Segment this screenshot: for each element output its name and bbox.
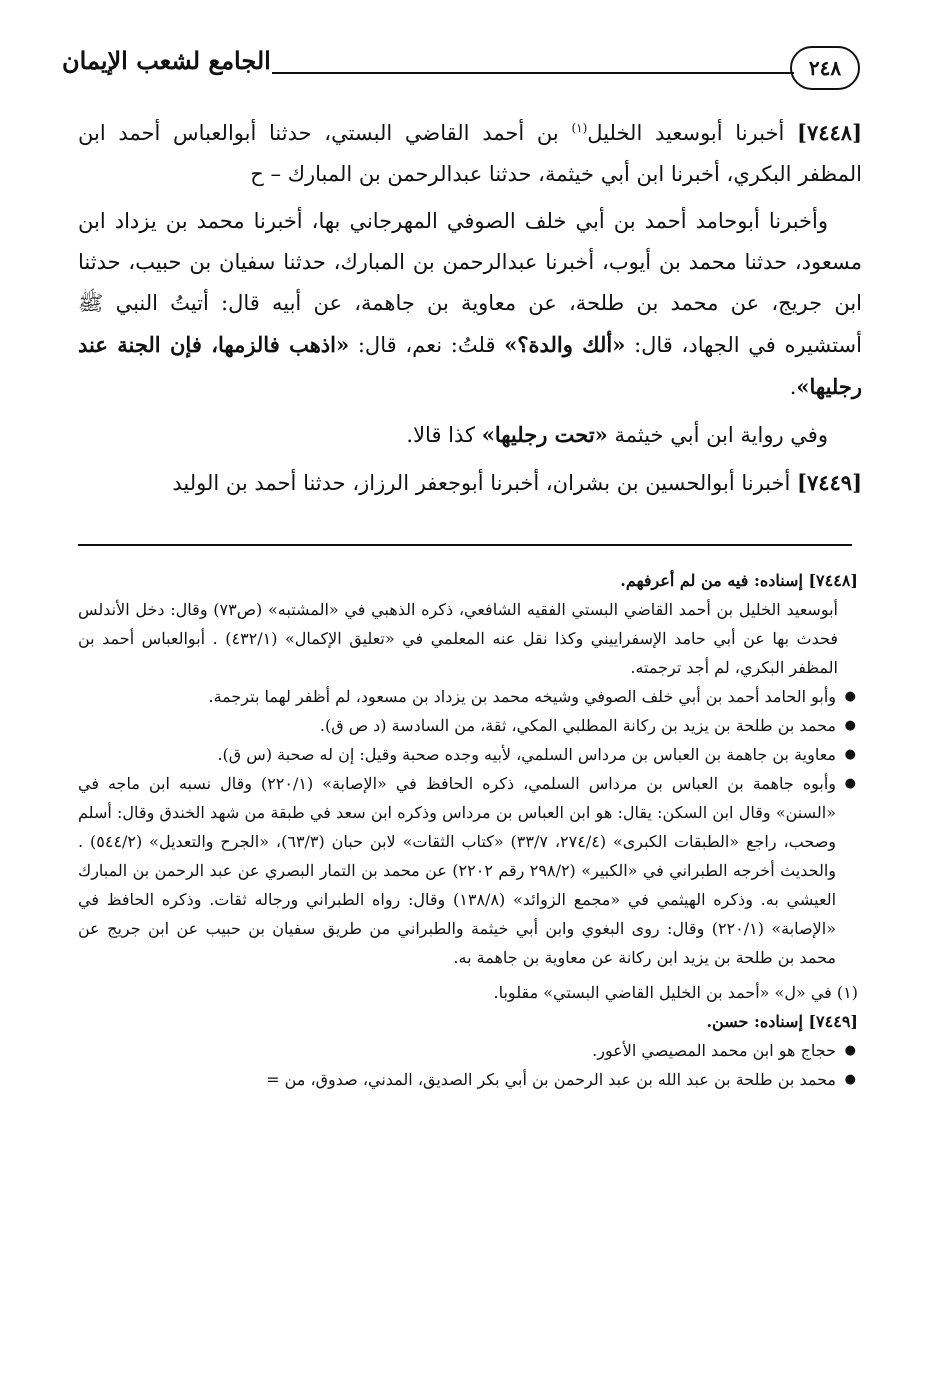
page-number-badge: ٢٤٨ [790, 46, 860, 90]
footnote-marker[interactable]: (١) [571, 121, 588, 135]
riwaya-text: كذا قالا. [406, 423, 476, 447]
list-item: ● معاوية بن جاهمة بن العباس بن مرداس السلمي، لأبيه وجده صحبة وقيل: إن له صحبة (س ق). [78, 740, 836, 769]
footnote-7449-heading: [٧٤٤٩] إسناده: حسن. [706, 1012, 858, 1031]
header-rule [272, 72, 794, 74]
running-header-title: الجامع لشعب الإيمان [62, 46, 271, 75]
footnote-1: (١) في «ل» «أحمد بن الخليل القاضي البستي» مقلوبا. [493, 983, 858, 1002]
hadith-number: [٧٤٤٨] [797, 120, 863, 145]
footnote-separator [78, 544, 852, 546]
hadith-text: بن أحمد القاضي البستي، حدثنا أبوالعباس أحمد ابن المظفر البكري، أخبرنا ابن أبي خيثمة، حدثنا عبدالرحمن بن المبارك – ح [78, 121, 862, 186]
footnote-7448-heading: [٧٤٤٨] إسناده: فيه من لم أعرفهم. [620, 571, 858, 590]
list-item: ● حجاج هو ابن محمد المصيصي الأعور. [78, 1036, 836, 1065]
hadith-text: أخبرنا أبوسعيد الخليل [587, 121, 785, 145]
riwaya-quote: «تحت رجليها» [481, 422, 608, 447]
hadith-7449 [78, 462, 862, 504]
hadith-text: أخبرنا أبوالحسين بن بشران، أخبرنا أبوجعفر الرزاز، حدثنا أحمد بن الوليد [172, 471, 791, 495]
hadith-text: قلتُ: نعم، قال: [357, 333, 496, 357]
footnote-7449-list [78, 1036, 858, 1094]
footnote-7448-text: أبوسعيد الخليل بن أحمد القاضي البستي الفقيه الشافعي، ذكره الذهبي في «المشتبه» (ص٧٣) وقال: دخل الأندلس فحدث بها عن أبي حامد الإسفراييني وكذا نقل عنه المعلمي في «تعليق الإكمال» (٤٣٢/١) . أبوالعباس أحمد بن المظفر البكري، لم أجد ترجمته. [78, 600, 838, 677]
list-item: ● وأبوه جاهمة بن العباس بن مرداس السلمي، ذكره الحافظ في «الإصابة» (٢٢٠/١) وقال نسبه ابن ماجه في «السنن» وقال ابن السكن: يقال: هو ابن العباس بن مرداس وذكره ابن سعد في طبقة من شهد الخندق وقال: أسلم وصحب، راجع «الطبقات الكبرى» (٢٧٤/٤، ٣٣/٧) «كتاب الثقات» لابن حبان (٦٣/٣)، «الجرح والتعديل» (٥٤٤/٢) . والحديث أخرجه الطبراني في «الكبير» (٢٩٨/٢ رقم ٢٢٠٢) عن محمد بن التمار البصري عن عبد الرحمن بن المبارك العيشي به. وذكره الهيثمي في «مجمع الزوائد» (١٣٨/٨) وقال: رواه الطبراني ورجاله ثقات. وذكره الحافظ في «الإصابة» (٢٢٠/١) وقال: روى البغوي وابن أبي خيثمة والطبراني من طريق سفيان بن حبيب عن ابن جريج عن محمد بن طلحة بن يزيد ابن ركانة عن معاوية بن جاهمة به. [78, 769, 836, 972]
hadith-7448-chain2 [78, 201, 862, 408]
list-item: ● محمد بن طلحة بن يزيد بن ركانة المطلبي المكي، ثقة، من السادسة (د ص ق). [78, 711, 836, 740]
main-text [78, 108, 862, 510]
hadith-7448 [78, 108, 862, 195]
hadith-number: [٧٤٤٩] [797, 470, 862, 495]
prophet-quote: «اذهب فالزمها، فإن الجنة عند رجليها» [78, 332, 862, 399]
riwaya-note [78, 414, 862, 456]
riwaya-text: وفي رواية ابن أبي خيثمة [614, 423, 828, 447]
prophet-quote: «ألك والدة؟» [504, 332, 626, 357]
list-item: ● وأبو الحامد أحمد بن أبي خلف الصوفي وشيخه محمد بن يزداد بن مسعود، لم أظفر لهما بترجمة. [78, 682, 836, 711]
period: . [789, 375, 797, 399]
list-item: ● محمد بن طلحة بن عبد الله بن عبد الرحمن بن أبي بكر الصديق، المدني، صدوق، من = [78, 1065, 836, 1094]
hadith-text: وأخبرنا أبوحامد أحمد بن أبي خلف الصوفي المهرجاني بها، أخبرنا محمد بن يزداد ابن مسعود، حدثنا محمد بن أيوب، أخبرنا عبدالرحمن بن المبارك، حدثنا سفيان بن حبيب، حدثنا ابن جريج، عن محمد بن طلحة، عن معاوية بن جاهمة، عن أبيه قال: أتيتُ النبي ﷺ أستشيره في الجهاد، قال: [78, 209, 862, 357]
footnote-7448-list [78, 682, 858, 972]
footnotes [78, 566, 858, 1094]
